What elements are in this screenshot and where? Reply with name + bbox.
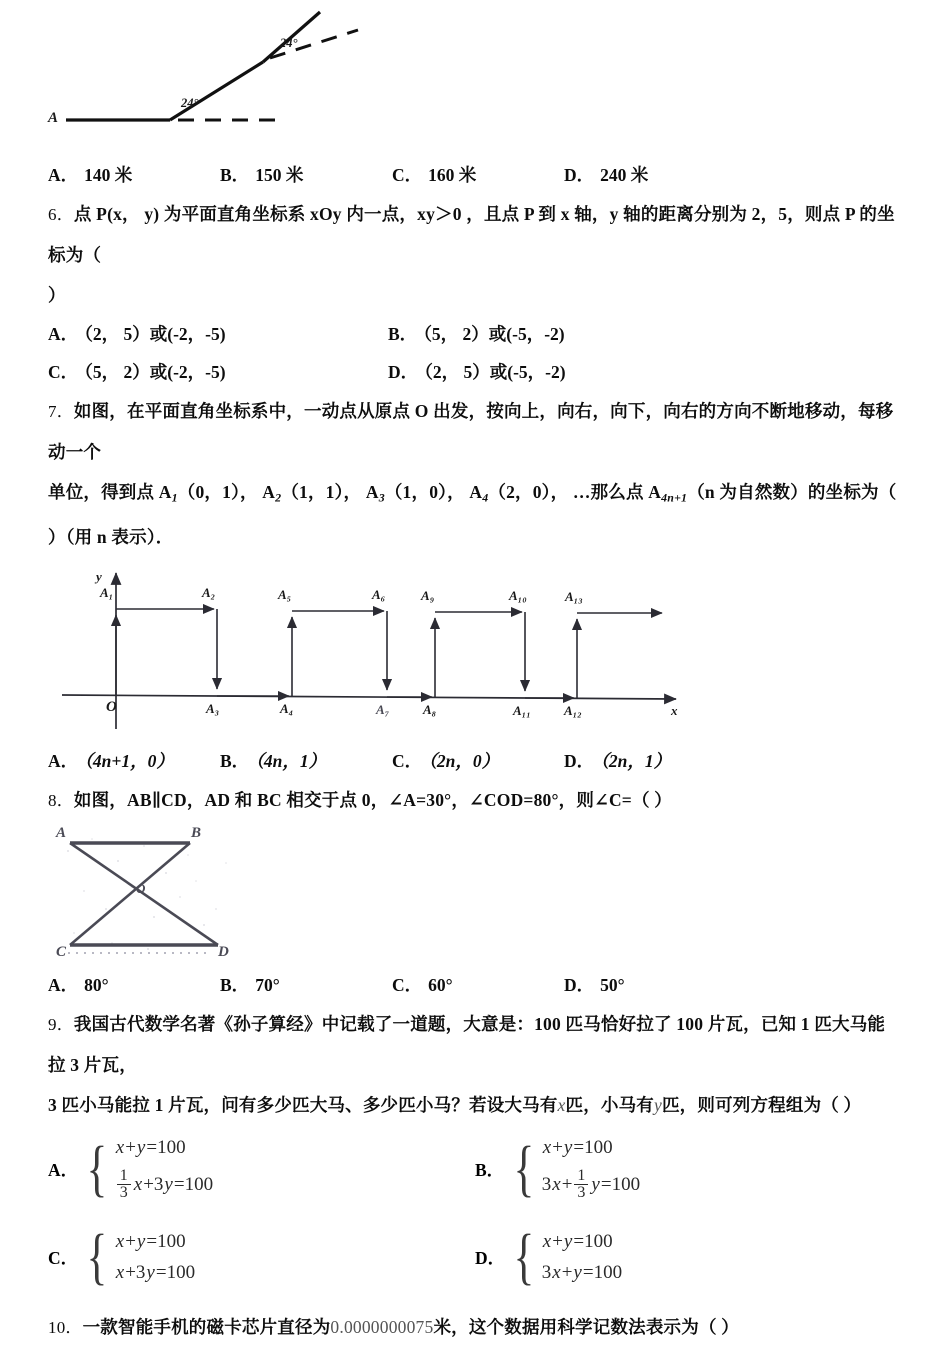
q9-d-eq2-coef1: 3 — [541, 1261, 552, 1283]
q9-option-c-equations — [115, 1231, 195, 1284]
question-7-stem-line1: 如图，在平面直角坐标系中，一动点从原点 O 出发，按向上，向右，向下，向右的方向不断地移动，每移动一个 — [48, 401, 894, 462]
q6-option-b[interactable] — [388, 315, 728, 353]
q5-option-c-text: 160 米 — [428, 165, 477, 185]
q6-option-a[interactable] — [48, 315, 388, 353]
q5-option-a-text: 140 米 — [84, 165, 133, 185]
q9-b-eq2-op: + — [561, 1173, 573, 1195]
q9-a-eq2-fraction — [117, 1168, 131, 1202]
bowtie-label-O: O — [136, 881, 146, 897]
q9-option-b-label: B． — [475, 1159, 505, 1180]
q7-sub-1: 1 — [171, 490, 178, 505]
q6-option-c-text: （5， 2）或(-2，-5) — [84, 362, 226, 382]
q9-b-eq1-var1: x — [542, 1137, 552, 1159]
bowtie-label-D: D — [218, 944, 229, 961]
bowtie-label-A: A — [56, 825, 67, 842]
staircase-origin-label: O — [106, 699, 117, 716]
q9-c-eq1-var1: x — [115, 1230, 125, 1252]
q7-line2-part-f: （n 为自然数）的坐标为（ — [687, 482, 897, 502]
question-8-stem — [48, 780, 902, 821]
q9-b-eq1-op: + — [552, 1137, 563, 1159]
q5-option-b[interactable] — [220, 156, 392, 194]
question-9-stem — [48, 1004, 902, 1085]
q9-b-eq2-frac-num: 1 — [577, 1167, 586, 1185]
figure-parallel-bowtie — [48, 821, 263, 966]
question-9-number: 9． — [48, 1015, 74, 1035]
q9-option-c-label: C． — [48, 1247, 79, 1268]
q9-option-c[interactable]: C． { x + y =100 x + 3 y =100 — [48, 1223, 196, 1292]
q5-option-b-label: B． — [220, 165, 250, 185]
q8-option-d-label: D． — [564, 975, 595, 996]
q9-a-eq2 — [115, 1168, 213, 1202]
q9-line2-part-b: 匹，小马有 — [565, 1095, 654, 1116]
q9-d-eq1-var2: y — [563, 1230, 573, 1252]
q9-b-eq1 — [542, 1137, 640, 1159]
q7-option-d[interactable] — [564, 742, 736, 780]
q7-option-c-label: C． — [392, 751, 423, 772]
q9-d-eq2-var1: x — [552, 1261, 561, 1283]
q5-option-a-label: A． — [48, 165, 79, 185]
q7-line2-part-b: （0，1）， A — [177, 482, 276, 502]
staircase-svg — [54, 557, 694, 742]
q9-a-eq2-var2: y — [164, 1173, 173, 1195]
q9-c-eq1-op: + — [125, 1230, 136, 1252]
q6-option-b-label: B． — [388, 324, 418, 344]
q9-line2-part-a: 3 匹小马能拉 1 片瓦，问有多少匹大马、多少匹小马？若设大马有 — [48, 1095, 558, 1116]
bent-road-svg — [48, 0, 468, 150]
q7-option-c-text: （2n，0） — [428, 751, 500, 772]
bowtie-label-B: B — [191, 825, 202, 842]
staircase-axis-x-label: x — [671, 703, 678, 719]
q9-option-d-equations — [542, 1231, 622, 1284]
question-6-stem — [48, 194, 902, 275]
q9-b-eq2-rhs: =100 — [600, 1173, 641, 1195]
q9-d-eq1-rhs: =100 — [573, 1230, 613, 1252]
q9-b-eq2-coef1: 3 — [541, 1173, 552, 1195]
q7-option-b-label: B． — [220, 751, 250, 772]
figure-angle-upper: 24° — [280, 36, 298, 50]
q7-option-d-label: D． — [564, 751, 595, 772]
q9-a-eq2-frac-num: 1 — [119, 1167, 128, 1185]
question-10-value: 0.0000000075 — [330, 1317, 434, 1338]
q9-option-d-label: D． — [475, 1247, 506, 1268]
q9-a-eq1-rhs: =100 — [146, 1137, 186, 1159]
bowtie-svg — [48, 821, 263, 966]
q9-a-eq1-var2: y — [136, 1137, 146, 1159]
q9-d-eq1-var1: x — [542, 1230, 552, 1252]
q8-option-c[interactable] — [392, 966, 564, 1004]
q9-option-b-equations — [542, 1137, 640, 1202]
q7-option-a-label: A． — [48, 751, 79, 772]
staircase-point-A5: A₅ — [278, 587, 292, 603]
q9-b-eq2-fraction — [574, 1168, 588, 1202]
q8-option-b[interactable] — [220, 966, 392, 1004]
staircase-point-A10: A₁₀ — [509, 588, 527, 604]
q7-line2-part-e: （2，0）， …那么点 A — [488, 482, 662, 502]
question-10-stem-part-a: 一款智能手机的磁卡芯片直径为 — [82, 1317, 331, 1338]
q9-d-eq1 — [542, 1231, 622, 1253]
q6-option-d-label: D． — [388, 362, 419, 382]
question-7-stem-line2 — [48, 472, 902, 517]
q9-options — [48, 1125, 902, 1301]
q9-option-b[interactable]: B． { x + y =100 3 x + $\frac{1}{3}$ y =100 — [475, 1135, 641, 1204]
q6-option-d-text: （2， 5）或(-5，-2) — [424, 362, 566, 382]
q5-option-a[interactable] — [48, 156, 220, 194]
question-10-stem-part-b: 米，这个数据用科学记数法表示为（ ） — [433, 1317, 739, 1338]
question-10-number: 10． — [48, 1318, 83, 1338]
q9-d-eq2 — [542, 1262, 622, 1284]
question-7-number: 7． — [48, 402, 74, 421]
q6-option-d[interactable] — [388, 353, 728, 391]
q6-option-b-text: （5， 2）或(-5，-2) — [423, 324, 565, 344]
q9-d-eq1-op: + — [552, 1230, 563, 1252]
staircase-point-A3: A₃ — [206, 701, 220, 717]
q8-option-a-label: A． — [48, 975, 79, 996]
figure-angle-lower: 24° — [181, 96, 199, 110]
q9-var-x: x — [557, 1095, 566, 1116]
q5-option-c[interactable] — [392, 156, 564, 194]
question-8-stem-text: 如图，AB∥CD，AD 和 BC 相交于点 0，∠A=30°，∠COD=80°，则∠C=（ ） — [73, 790, 672, 811]
q9-a-eq2-frac-den: 3 — [117, 1184, 131, 1201]
staircase-point-A7: A₇ — [376, 702, 390, 718]
q9-b-eq2-frac-den: 3 — [574, 1184, 588, 1201]
q9-c-eq2-var1: x — [115, 1261, 125, 1283]
q7-option-b-text: （4n，1） — [255, 751, 327, 772]
q7-option-a-text: （4n+1，0） — [84, 751, 174, 772]
q9-option-a-equations — [115, 1137, 213, 1202]
q6-option-a-label: A． — [48, 324, 79, 344]
q5-option-b-text: 150 米 — [255, 165, 304, 185]
q9-c-eq2-coef2: 3 — [135, 1261, 146, 1283]
q6-options-row2 — [48, 353, 902, 391]
q9-a-eq2-var1: x — [133, 1173, 143, 1195]
q8-option-a[interactable] — [48, 966, 220, 1004]
q9-a-eq2-op: + — [143, 1173, 154, 1195]
staircase-point-A13: A₁₃ — [565, 589, 583, 605]
question-6-number: 6． — [48, 205, 74, 224]
q8-option-d[interactable] — [564, 966, 736, 1004]
q9-a-eq2-rhs: =100 — [173, 1173, 214, 1195]
q9-b-eq2 — [542, 1168, 640, 1202]
q8-option-b-label: B． — [220, 975, 250, 996]
q6-option-c-label: C． — [48, 362, 79, 382]
q8-option-c-text: 60° — [428, 975, 453, 996]
q7-option-d-text: （2n，1） — [600, 751, 672, 772]
q6-options-row1 — [48, 315, 902, 353]
q7-option-c[interactable] — [392, 742, 564, 780]
question-9-stem-line2 — [48, 1085, 902, 1125]
q9-c-eq2 — [115, 1262, 195, 1284]
q9-c-eq1 — [115, 1231, 195, 1253]
q5-option-d-text: 240 米 — [600, 165, 649, 185]
staircase-axis-y-label: y — [96, 569, 102, 585]
q9-b-eq1-rhs: =100 — [573, 1137, 613, 1159]
q6-option-c[interactable] — [48, 353, 388, 391]
q7-sub-general: 4n+1 — [661, 490, 688, 505]
question-6-stem-line1: 点 P(x， y) 为平面直角坐标系 xOy 内一点，xy＞0 ，且点 P 到 x 轴，y 轴的距离分别为 2，5，则点 P 的坐标为（ — [48, 204, 895, 265]
q9-a-eq1-op: + — [125, 1137, 136, 1159]
figure-bent-road — [48, 0, 468, 150]
question-10-stem — [48, 1307, 902, 1348]
q7-sub-2: 2 — [275, 490, 282, 505]
q9-a-eq1-var1: x — [115, 1137, 125, 1159]
q9-option-a[interactable]: A． { x + y =100 $\frac{1}{3}$ x + 3 y =100 — [48, 1135, 214, 1204]
q9-d-eq2-var2: y — [573, 1261, 582, 1283]
q9-line2-part-c: 匹，则可列方程组为（ ） — [661, 1095, 862, 1116]
q5-options — [48, 156, 902, 194]
q8-options — [48, 966, 902, 1004]
figure-label-A: A — [48, 110, 59, 126]
question-8-number: 8． — [48, 791, 74, 811]
q9-d-eq2-op: + — [561, 1261, 573, 1283]
question-9-stem-line1: 我国古代数学名著《孙子算经》中记载了一道题，大意是：100 匹马恰好拉了 100 片瓦，已知 1 匹大马能拉 3 片瓦， — [48, 1014, 886, 1076]
q8-option-a-text: 80° — [84, 975, 109, 996]
q8-option-c-label: C． — [392, 975, 423, 996]
staircase-point-A9: A₉ — [421, 588, 435, 604]
q9-var-y: y — [654, 1095, 662, 1116]
bowtie-label-C: C — [56, 944, 67, 961]
q7-line2-part-d: （1，0）， A — [384, 482, 483, 502]
q9-d-eq2-rhs: =100 — [582, 1261, 623, 1283]
q5-option-c-label: C． — [392, 165, 423, 185]
q9-b-eq2-var2: y — [591, 1173, 600, 1195]
q5-option-d-label: D． — [564, 165, 595, 185]
q8-option-d-text: 50° — [600, 975, 625, 996]
q7-option-b[interactable] — [220, 742, 392, 780]
figure-staircase-coordinate — [54, 557, 694, 742]
question-6-stem-line2: ） — [48, 285, 66, 305]
q8-option-b-text: 70° — [255, 975, 280, 996]
staircase-point-A2: A₂ — [202, 585, 216, 601]
question-7-stem — [48, 391, 902, 472]
q9-a-eq1 — [115, 1137, 213, 1159]
q9-option-a-label: A． — [48, 1159, 79, 1180]
q9-c-eq2-op: + — [125, 1261, 136, 1283]
staircase-point-A1: A₁ — [100, 585, 114, 601]
q9-a-eq2-coef2: 3 — [153, 1173, 164, 1195]
q5-option-d[interactable] — [564, 156, 736, 194]
q9-c-eq1-var2: y — [136, 1230, 146, 1252]
q9-c-eq2-rhs: =100 — [155, 1261, 196, 1283]
q7-options — [48, 742, 902, 780]
q7-line2-part-c: （1，1）， A — [281, 482, 379, 502]
q9-b-eq2-var1: x — [552, 1173, 561, 1195]
q6-option-a-text: （2， 5）或(-2，-5) — [84, 324, 226, 344]
staircase-point-A11: A₁₁ — [513, 703, 531, 719]
q7-sub-4: 4 — [482, 490, 489, 505]
staircase-point-A6: A₆ — [372, 587, 386, 603]
q7-option-a[interactable] — [48, 742, 220, 780]
q7-sub-3: 3 — [378, 490, 385, 505]
staircase-point-A8: A₈ — [423, 702, 437, 718]
staircase-point-A4: A₄ — [280, 701, 294, 717]
q9-b-eq1-var2: y — [563, 1137, 573, 1159]
question-7-stem-line3: ）（用 n 表示）． — [48, 527, 174, 548]
q9-c-eq1-rhs: =100 — [146, 1230, 186, 1252]
q7-line2-part-a: 单位，得到点 A — [48, 482, 172, 502]
staircase-point-A12: A₁₂ — [564, 703, 582, 719]
q9-option-d[interactable]: D． { x + y =100 3 x + y =100 — [475, 1223, 623, 1292]
q9-c-eq2-var2: y — [146, 1261, 155, 1283]
